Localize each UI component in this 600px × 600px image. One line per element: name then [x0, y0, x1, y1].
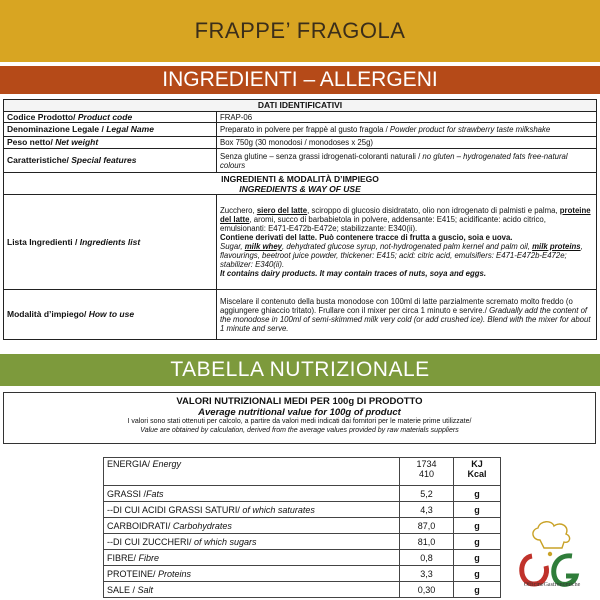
nutrient-label: CARBOIDRATI/ Carbohydrates: [104, 518, 400, 534]
legal-name-value: Preparato in polvere per frappè al gusto fragola / Powder product for strawberry taste milkshake: [217, 123, 597, 137]
nutrient-unit: g: [454, 486, 501, 502]
howto-row: [4, 290, 597, 340]
nutrient-unit: g: [454, 502, 501, 518]
features-row: [4, 149, 597, 173]
nutrient-row: [104, 550, 501, 566]
howto-label: Modalità d’impiego/ How to use: [4, 290, 217, 340]
legal-name-label: Denominazione Legale / Legal Name: [4, 123, 217, 137]
ingredients-label: Lista Ingredienti / Ingredients list: [4, 195, 217, 290]
nutrition-table: [103, 457, 501, 598]
nutrient-value: 5,2: [400, 486, 454, 502]
energy-row: [104, 458, 501, 486]
logo-letter-o: [522, 556, 547, 584]
nutrient-label: SALE / Salt: [104, 582, 400, 598]
product-code-row: [4, 112, 597, 123]
usage-header-row: [4, 173, 597, 195]
nutrition-title-it: VALORI NUTRIZIONALI MEDI PER 100g DI PRODOTTO: [176, 396, 423, 407]
net-weight-value: Box 750g (30 monodosi / monodoses x 25g): [217, 137, 597, 149]
ingredients-table: [3, 99, 597, 340]
energy-units: KJ Kcal: [454, 458, 501, 486]
allergen-italian: Contiene derivati del latte. Può contenere tracce di frutta a guscio, soia e uova.: [220, 233, 513, 242]
legal-name-row: [4, 123, 597, 137]
nutrition-header-box: [3, 392, 596, 444]
nutrient-row: [104, 566, 501, 582]
ingredients-allergens-heading: INGREDIENTI – ALLERGENI: [162, 68, 438, 91]
product-title: FRAPPE’ FRAGOLA: [194, 18, 406, 43]
nutrition-title-en: Average nutritional value for 100g of product: [198, 407, 401, 418]
nutrient-value: 87,0: [400, 518, 454, 534]
nutrient-label: FIBRE/ Fibre: [104, 550, 400, 566]
logo-dot-gold: [548, 552, 552, 556]
chef-hat-icon: [533, 522, 570, 548]
nutrient-unit: g: [454, 518, 501, 534]
nutrient-value: 4,3: [400, 502, 454, 518]
product-code-value: FRAP-06: [217, 112, 597, 123]
nutrient-unit: g: [454, 566, 501, 582]
nutrient-label: --DI CUI ACIDI GRASSI SATURI/ of which saturates: [104, 502, 400, 518]
nutrient-value: 0,8: [400, 550, 454, 566]
nutrient-value: 3,3: [400, 566, 454, 582]
nutrient-row: [104, 582, 501, 598]
logo-text: OfficineGastronomiche: [523, 582, 581, 588]
net-weight-label: Peso netto/ Net weight: [4, 137, 217, 149]
nutrient-label: PROTEINE/ Proteins: [104, 566, 400, 582]
nutrient-value: 0,30: [400, 582, 454, 598]
ingredients-english: Sugar, milk whey, dehydrated glucose syrup, not-hydrogenated palm kernel and palm oil, milk proteins, flavourings, beetroot juice powder, thickener: E415; acid: citric acid, emulsifiers: E471-E472b-E472e; stabilizer: E340(ii).: [220, 242, 583, 269]
nutrient-unit: g: [454, 534, 501, 550]
allergen-english: It contains dairy products. It may contain traces of nuts, soya and eggs.: [220, 269, 487, 278]
nutrient-label: --DI CUI ZUCCHERI/ of which sugars: [104, 534, 400, 550]
nutrient-value: 81,0: [400, 534, 454, 550]
logo-letter-g: [554, 556, 576, 585]
usage-header: INGREDIENTI & MODALITÀ D’IMPIEGO INGREDIENTS & WAY OF USE: [4, 173, 597, 195]
ingredients-row: [4, 195, 597, 290]
energy-label: ENERGIA/ Energy: [104, 458, 400, 486]
ident-header-row: [4, 100, 597, 112]
product-code-label: Codice Prodotto/ Product code: [4, 112, 217, 123]
nutrient-label: GRASSI /Fats: [104, 486, 400, 502]
ingredients-allergens-banner: [0, 66, 600, 94]
product-title-banner: [0, 0, 600, 62]
nutrition-heading: TABELLA NUTRIZIONALE: [170, 358, 430, 381]
nutrition-note-it: I valori sono stati ottenuti per calcolo, a partire da valori medi indicati dai fornitori per le materie prime utilizzate/: [127, 418, 472, 425]
nutrient-row: [104, 534, 501, 550]
ident-header: DATI IDENTIFICATIVI: [4, 100, 597, 112]
nutrient-row: [104, 486, 501, 502]
nutrient-row: [104, 518, 501, 534]
features-label: Caratteristiche/ Special features: [4, 149, 217, 173]
ingredients-value: [217, 195, 597, 290]
howto-value: Miscelare il contenuto della busta monodose con 100ml di latte parzialmente scremato molto freddo (o aggiungere ghiaccio tritato). Frullare con il mixer per circa 1 minuto e servire./ Gradually add the content of the monodose in 100ml of semi-skimmed milk very cold (or add crushed ice). Blend with the mixer for about 1 minute and serve.: [217, 290, 597, 340]
net-weight-row: [4, 137, 597, 149]
features-value: Senza glutine – senza grassi idrogenati-coloranti naturali / no gluten – hydrogenated fats free-natural colours: [217, 149, 597, 173]
nutrition-note-en: Value are obtained by calculation, derived from the average values provided by raw materials suppliers: [140, 426, 459, 434]
ingredients-italian: Zucchero, siero del latte, sciroppo di glucosio disidratato, olio non idrogenato di palmisti e palma, proteine del latte, aromi, succo di barbabietola in polvere, addensante: E415; acidificante: acido citrico, emulsionanti: E471-E472b-E472e; stabilizzante: E340(ii).: [220, 206, 591, 233]
nutrient-unit: g: [454, 582, 501, 598]
nutrient-unit: g: [454, 550, 501, 566]
nutrient-row: [104, 502, 501, 518]
nutrition-banner: [0, 354, 600, 386]
energy-values: 1734 410: [400, 458, 454, 486]
